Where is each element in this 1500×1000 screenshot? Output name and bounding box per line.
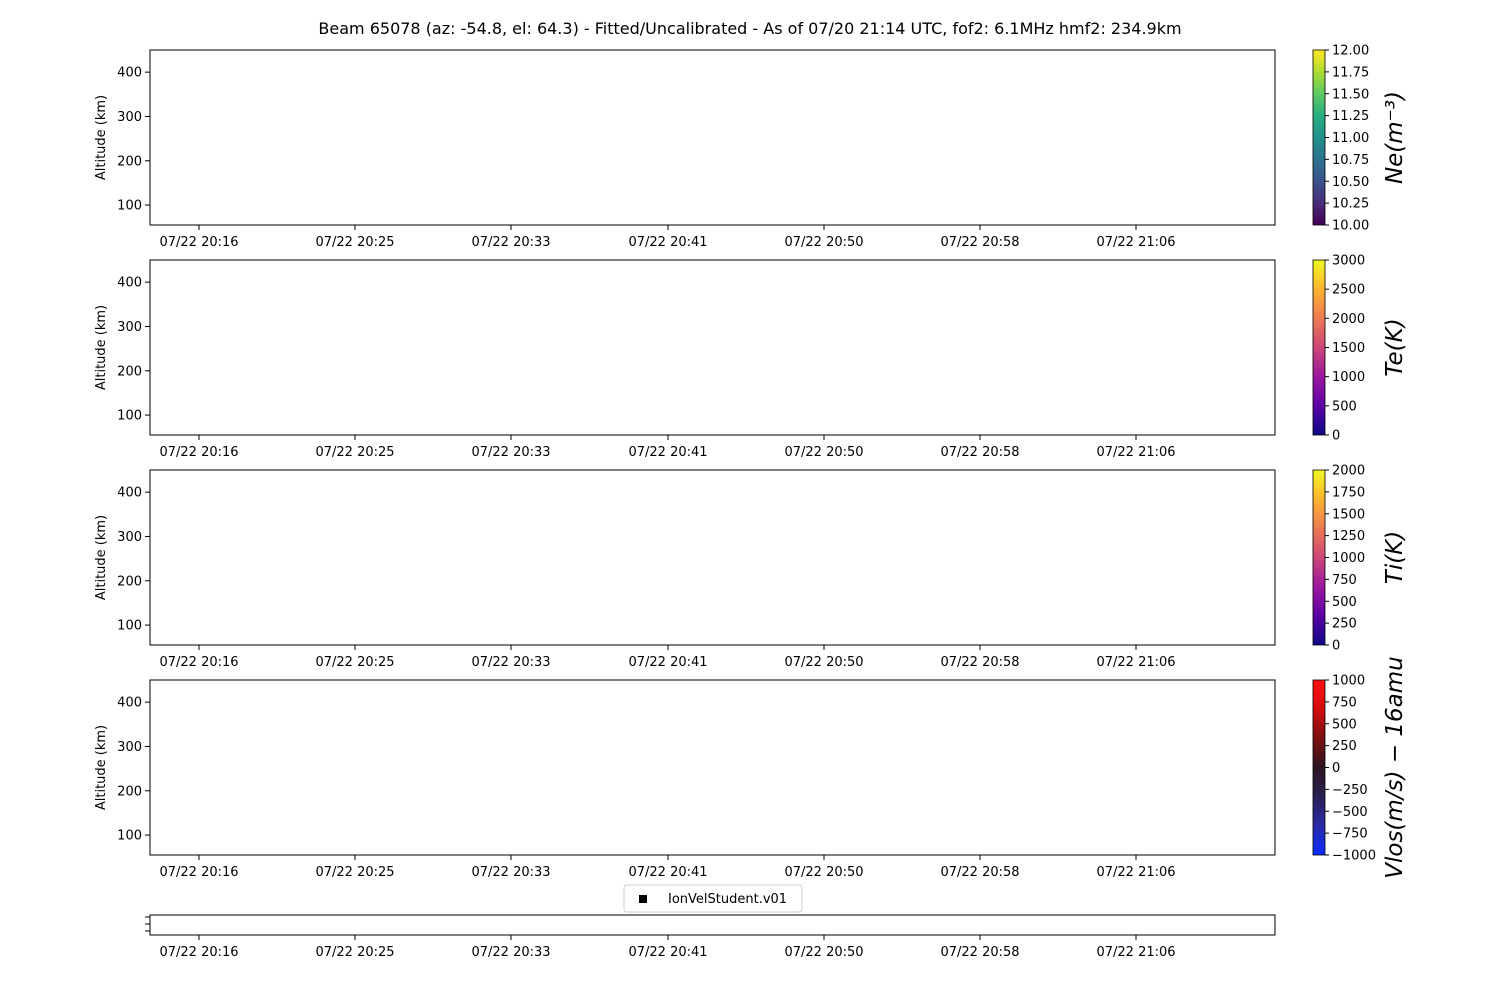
- colorbar-tick-label: 0: [1332, 638, 1341, 654]
- y-tick-label: 200: [117, 364, 142, 380]
- colorbar-tick-label: 11.00: [1332, 131, 1370, 146]
- colorbar-tick-label: −250: [1332, 782, 1368, 798]
- colorbar-label: Te(K): [1382, 318, 1408, 377]
- x-tick-label: 07/22 20:16: [159, 445, 239, 460]
- colorbar-tick-label: 11.50: [1332, 87, 1370, 103]
- colorbar-tick-label: 500: [1332, 399, 1357, 415]
- colorbar-tick-label: 750: [1332, 572, 1357, 588]
- x-tick-label: 07/22 20:33: [471, 655, 551, 670]
- colorbar-tick-label: 10.00: [1332, 218, 1370, 234]
- x-tick-label: 07/22 21:06: [1096, 445, 1176, 460]
- x-tick-label: 07/22 20:33: [471, 945, 551, 960]
- x-tick-label: 07/22 20:33: [471, 235, 551, 250]
- x-tick-label: 07/22 21:06: [1096, 865, 1176, 880]
- y-tick-label: 400: [117, 275, 142, 291]
- colorbar-tick-label: −1000: [1332, 848, 1376, 864]
- x-tick-label: 07/22 20:16: [159, 655, 239, 670]
- x-tick-label: 07/22 20:41: [628, 865, 708, 880]
- colorbar: [1313, 50, 1325, 225]
- x-tick-label: 07/22 20:50: [784, 865, 864, 880]
- colorbar-tick-label: 1250: [1332, 529, 1366, 545]
- colorbar-tick-label: 500: [1332, 717, 1357, 733]
- colorbar-tick-label: 2000: [1332, 311, 1366, 327]
- x-tick-label: 07/22 20:58: [940, 655, 1020, 670]
- y-tick-label: 200: [117, 574, 142, 590]
- colorbar-tick-label: −750: [1332, 826, 1368, 842]
- colorbar-tick-label: 250: [1332, 616, 1357, 632]
- x-tick-label: 07/22 20:25: [315, 445, 395, 460]
- colorbar-tick-label: 3000: [1332, 253, 1366, 269]
- x-tick-label: 07/22 20:16: [159, 235, 239, 250]
- y-tick-label: 100: [117, 828, 142, 844]
- y-axis-label: Altitude (km): [94, 514, 109, 601]
- x-tick-label: 07/22 20:16: [159, 865, 239, 880]
- x-tick-label: 07/22 20:50: [784, 945, 864, 960]
- y-tick-label: 200: [117, 784, 142, 800]
- colorbar-tick-label: 0: [1332, 761, 1341, 776]
- y-axis-label: Altitude (km): [94, 724, 109, 811]
- colorbar-tick-label: 1000: [1332, 370, 1366, 386]
- colorbar-tick-label: 11.75: [1332, 65, 1370, 81]
- x-tick-label: 07/22 20:33: [471, 445, 551, 460]
- x-tick-label: 07/22 20:41: [628, 655, 708, 670]
- colorbar-label: Vlos(m/s) − 16amu: [1382, 656, 1408, 879]
- x-tick-label: 07/22 20:58: [940, 865, 1020, 880]
- plot-area: [150, 50, 1275, 225]
- panel-5: [145, 885, 1275, 960]
- y-tick-label: 400: [117, 485, 142, 501]
- colorbar-tick-label: 10.75: [1332, 152, 1370, 168]
- panel-1: [94, 44, 1408, 251]
- y-tick-label: 300: [117, 529, 142, 545]
- y-tick-label: 300: [117, 319, 142, 335]
- colorbar: [1313, 470, 1325, 645]
- y-axis-label: Altitude (km): [94, 304, 109, 391]
- y-tick-label: 100: [117, 198, 142, 214]
- colorbar-tick-label: 12.00: [1332, 43, 1370, 59]
- x-tick-label: 07/22 20:58: [940, 445, 1020, 460]
- x-tick-label: 07/22 20:41: [628, 445, 708, 460]
- x-tick-label: 07/22 20:25: [315, 655, 395, 670]
- plot-area: [150, 680, 1275, 855]
- plot-area: [150, 915, 1275, 935]
- x-tick-label: 07/22 20:50: [784, 445, 864, 460]
- legend-marker: [639, 895, 647, 903]
- colorbar-tick-label: 500: [1332, 594, 1357, 610]
- y-tick-label: 300: [117, 109, 142, 125]
- colorbar-tick-label: 2000: [1332, 463, 1366, 479]
- x-tick-label: 07/22 20:25: [315, 235, 395, 250]
- panel-4: [94, 656, 1408, 880]
- x-tick-label: 07/22 20:33: [471, 865, 551, 880]
- panel-3: [94, 464, 1408, 671]
- y-tick-label: 400: [117, 695, 142, 711]
- colorbar-label: Ne(m⁻³): [1382, 90, 1408, 185]
- colorbar-tick-label: 11.25: [1332, 109, 1370, 125]
- colorbar-tick-label: 750: [1332, 695, 1357, 711]
- panels: [94, 44, 1408, 961]
- colorbar-label: Ti(K): [1382, 530, 1408, 585]
- y-tick-label: 100: [117, 618, 142, 634]
- plot-area: [150, 470, 1275, 645]
- x-tick-label: 07/22 20:58: [940, 945, 1020, 960]
- colorbar-tick-label: 250: [1332, 739, 1357, 755]
- x-tick-label: 07/22 20:25: [315, 945, 395, 960]
- x-tick-label: 07/22 21:06: [1096, 945, 1176, 960]
- colorbar-tick-label: 0: [1332, 428, 1341, 444]
- colorbar-tick-label: 1500: [1332, 507, 1366, 523]
- y-axis-label: Altitude (km): [94, 94, 109, 181]
- x-tick-label: 07/22 20:16: [159, 945, 239, 960]
- plot-title: Beam 65078 (az: -54.8, el: 64.3) - Fitted/Uncalibrated - As of 07/20 21:14 UTC, fof2: 6.1MHz hmf2: 234.9km: [318, 19, 1182, 38]
- colorbar-tick-label: 10.50: [1332, 174, 1370, 190]
- legend: [624, 885, 802, 912]
- colorbar-tick-label: 1000: [1332, 673, 1366, 689]
- colorbar-tick-label: 1750: [1332, 485, 1366, 501]
- y-tick-label: 300: [117, 739, 142, 755]
- colorbar: [1313, 680, 1325, 855]
- colorbar-tick-label: 10.25: [1332, 196, 1370, 212]
- colorbar: [1313, 260, 1325, 435]
- x-tick-label: 07/22 20:50: [784, 235, 864, 250]
- colorbar-tick-label: 2500: [1332, 282, 1366, 298]
- x-tick-label: 07/22 20:41: [628, 945, 708, 960]
- x-tick-label: 07/22 21:06: [1096, 235, 1176, 250]
- plot-area: [150, 260, 1275, 435]
- legend-label: IonVelStudent.v01: [668, 892, 788, 907]
- panel-2: [94, 254, 1408, 461]
- x-tick-label: 07/22 20:58: [940, 235, 1020, 250]
- y-tick-label: 400: [117, 65, 142, 81]
- y-tick-label: 100: [117, 408, 142, 424]
- colorbar-tick-label: 1500: [1332, 341, 1366, 356]
- x-tick-label: 07/22 20:41: [628, 235, 708, 250]
- x-tick-label: 07/22 21:06: [1096, 655, 1176, 670]
- y-tick-label: 200: [117, 154, 142, 170]
- colorbar-tick-label: −500: [1332, 804, 1368, 820]
- x-tick-label: 07/22 20:50: [784, 655, 864, 670]
- colorbar-tick-label: 1000: [1332, 551, 1366, 566]
- x-tick-label: 07/22 20:25: [315, 865, 395, 880]
